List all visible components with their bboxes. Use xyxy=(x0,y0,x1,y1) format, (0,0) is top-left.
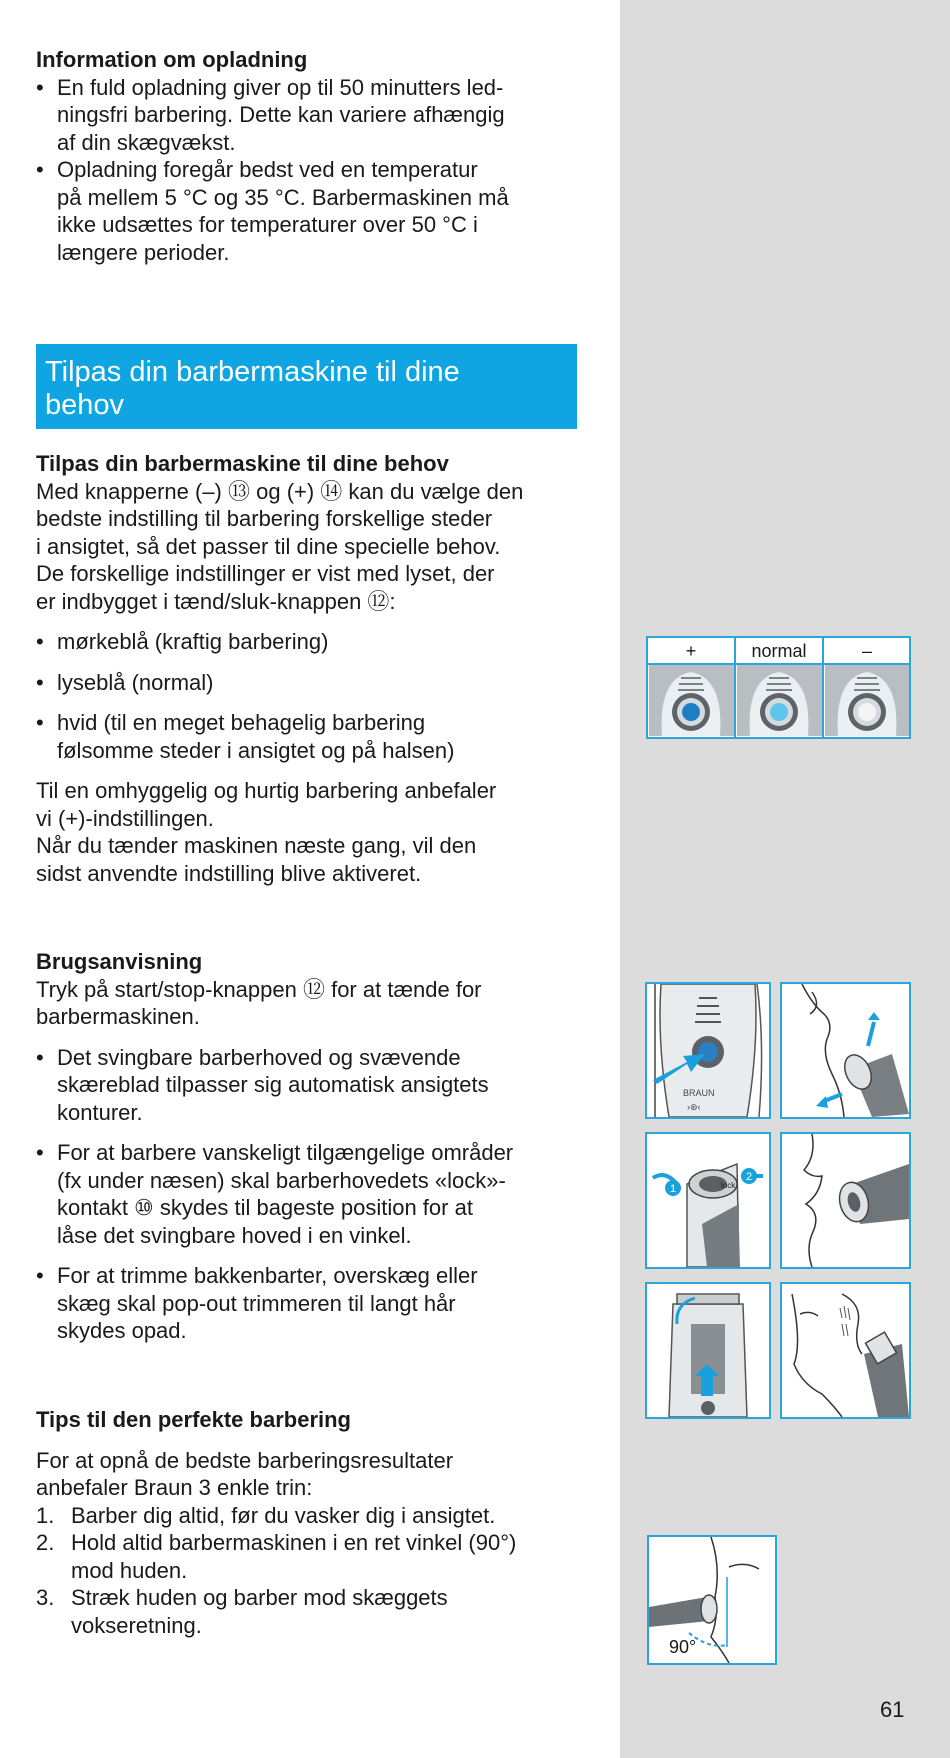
text-line: For at trimme bakkenbarter, overskæg eller xyxy=(57,1263,478,1288)
angle-label: 90° xyxy=(669,1637,697,1657)
text-line: mod huden. xyxy=(71,1557,188,1583)
step-number: 2. xyxy=(36,1530,55,1555)
text-line: er indbygget i tænd/sluk-knappen ⑫: xyxy=(36,588,396,614)
list-item xyxy=(36,156,581,266)
text-line: vi (+)-indstillingen. xyxy=(36,805,214,831)
lock-label: lock xyxy=(721,1181,736,1190)
text-line: De forskellige indstillinger er vist med lyset, der xyxy=(36,561,495,586)
list-item xyxy=(36,1584,581,1639)
adjust-outro xyxy=(36,777,581,887)
text-line: barbermaskinen. xyxy=(36,1004,200,1029)
text-line: bedste indstilling til barbering forskellige steder xyxy=(36,506,493,531)
text-line: Stræk huden og barber mod skæggets xyxy=(71,1585,448,1610)
text-line: af din skægvækst. xyxy=(57,129,236,155)
text-line: hvid (til en meget behagelig barbering xyxy=(57,710,426,735)
text-line: Barber dig altid, før du vasker dig i ansigtet. xyxy=(71,1502,496,1528)
text-line: ningsfri barbering. Dette kan variere afhængig xyxy=(57,102,505,127)
text-line: Hold altid barbermaskinen i en ret vinkel (90°) xyxy=(71,1530,517,1555)
bullet-dot: • xyxy=(36,629,44,654)
text-line: Opladning foregår bedst ved en temperatur xyxy=(57,157,478,182)
sideburn-trim-drawing xyxy=(782,1284,909,1417)
list-item xyxy=(36,1502,581,1530)
text-line: Med knapperne (–) ⑬ og (+) ⑭ kan du vælge den xyxy=(36,478,524,504)
light-indicator-normal xyxy=(770,703,788,721)
text-line: Til en omhyggelig og hurtig barbering anbefaler xyxy=(36,778,497,803)
angle-figure xyxy=(647,1535,777,1665)
bullet-dot: • xyxy=(36,1263,44,1288)
text-line: skæg skal pop-out trimmeren til langt hår xyxy=(57,1290,456,1316)
tips-intro xyxy=(36,1447,581,1502)
mode-label-minus: – xyxy=(861,641,872,661)
sidebar-panel xyxy=(620,0,950,1758)
bullet-dot: • xyxy=(36,74,44,100)
text-line: sidst anvendte indstilling blive aktiveret. xyxy=(36,860,422,886)
lock-switch-drawing xyxy=(647,1134,769,1267)
charging-heading: Information om opladning xyxy=(36,47,308,72)
text-line: i ansigtet, så det passer til dine specielle behov. xyxy=(36,533,501,559)
list-item xyxy=(36,1044,581,1127)
mode-setting-figure xyxy=(646,636,911,739)
text-line: anbefaler Braun 3 enkle trin: xyxy=(36,1475,313,1500)
text-line: For at opnå de bedste barberingsresultater xyxy=(36,1447,454,1473)
power-button-drawing xyxy=(647,984,769,1117)
contour-shave-drawing xyxy=(782,984,909,1117)
list-item xyxy=(36,669,581,697)
light-indicator-gentle xyxy=(858,703,876,721)
text-line: mørkeblå (kraftig barbering) xyxy=(57,629,329,654)
trimmer-figure xyxy=(645,1282,771,1419)
list-item xyxy=(36,709,581,764)
charging-section xyxy=(36,46,581,266)
tips-section xyxy=(36,1406,581,1639)
list-item xyxy=(36,1262,581,1345)
text-line: Når du tænder maskinen næste gang, vil den xyxy=(36,833,477,858)
bullet-dot: • xyxy=(36,1044,44,1070)
text-line: skæreblad tilpasser sig automatisk ansigtets xyxy=(57,1072,489,1097)
mode-lights-drawing xyxy=(648,638,909,737)
list-item xyxy=(36,74,581,157)
brand-logo-text: BRAUN xyxy=(683,1088,715,1098)
text-line: ikke udsættes for temperaturer over 50 °C i xyxy=(57,212,478,237)
text-line: lyseblå (normal) xyxy=(57,669,214,695)
list-item xyxy=(36,628,581,656)
angle-drawing xyxy=(649,1537,775,1663)
step-label-1: 1 xyxy=(670,1183,677,1195)
text-line: længere perioder. xyxy=(57,239,230,265)
adjust-section xyxy=(36,450,581,887)
text-line: kontakt ⑩ skydes til bageste position for at xyxy=(57,1195,473,1220)
trimmer-drawing xyxy=(647,1284,769,1417)
mode-label-plus: + xyxy=(685,641,697,661)
under-nose-drawing xyxy=(782,1134,909,1267)
list-item xyxy=(36,1139,581,1249)
bullet-dot: • xyxy=(36,1140,44,1165)
power-button-figure xyxy=(645,982,771,1119)
tips-heading: Tips til den perfekte barbering xyxy=(36,1407,351,1432)
mode-label-normal: normal xyxy=(751,641,807,661)
text-line: konturer. xyxy=(57,1099,143,1125)
adjust-heading: Tilpas din barbermaskine til dine behov xyxy=(36,451,449,476)
text-line: skydes opad. xyxy=(57,1318,187,1343)
bullet-dot: • xyxy=(36,710,44,735)
under-nose-figure xyxy=(780,1132,911,1269)
text-line: En fuld opladning giver op til 50 minutters led- xyxy=(57,74,504,100)
text-line: låse det svingbare hoved i en vinkel. xyxy=(57,1222,412,1248)
lock-switch-figure xyxy=(645,1132,771,1269)
sideburn-trim-figure xyxy=(780,1282,911,1419)
bullet-dot: • xyxy=(36,157,44,182)
page-number: 61 xyxy=(880,1697,905,1722)
banner-title-line: Tilpas din barbermaskine til dine xyxy=(45,356,460,388)
text-line: Det svingbare barberhoved og svævende xyxy=(57,1044,461,1070)
contour-shave-figure xyxy=(780,982,911,1119)
text-line: (fx under næsen) skal barberhovedets «lock»- xyxy=(57,1167,506,1193)
text-line: For at barbere vanskeligt tilgængelige områder xyxy=(57,1140,514,1165)
usage-section xyxy=(36,948,581,1345)
text-line: Tryk på start/stop-knappen ⑫ for at tænde for xyxy=(36,976,482,1002)
usage-heading: Brugsanvisning xyxy=(36,949,203,974)
text-line: følsomme steder i ansigtet og på halsen) xyxy=(57,737,455,763)
text-line: på mellem 5 °C og 35 °C. Barbermaskinen må xyxy=(57,184,509,210)
light-indicator-strong xyxy=(682,703,700,721)
banner-title-line: behov xyxy=(45,389,125,421)
list-item xyxy=(36,1529,581,1584)
svg-text:›⊛‹: ›⊛‹ xyxy=(687,1102,701,1112)
step-label-2: 2 xyxy=(746,1171,753,1183)
bullet-dot: • xyxy=(36,669,44,695)
section-banner xyxy=(36,344,577,429)
text-line: vokseretning. xyxy=(71,1612,202,1638)
step-number: 1. xyxy=(36,1502,55,1528)
step-number: 3. xyxy=(36,1585,55,1610)
